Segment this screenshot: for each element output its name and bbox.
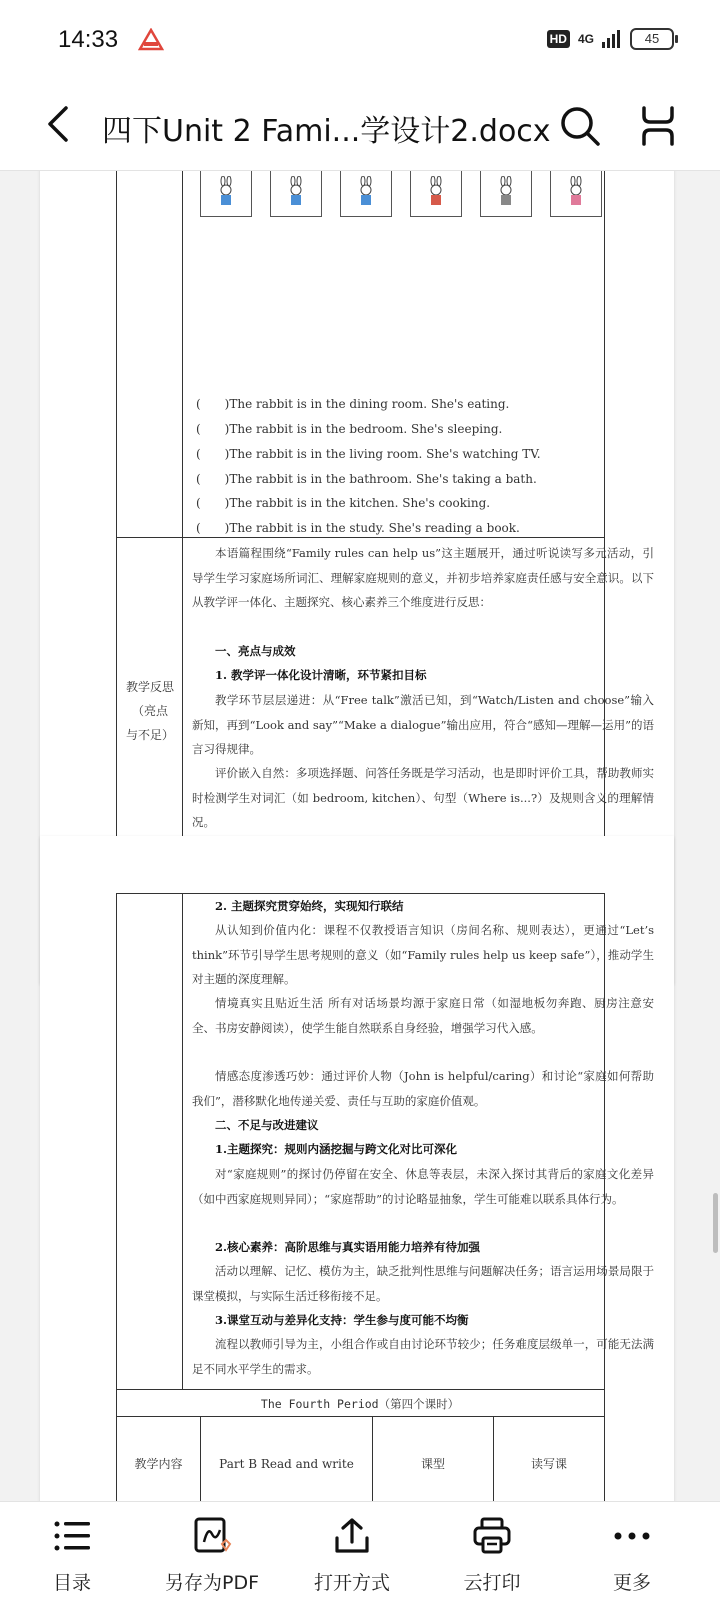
signal-icon	[602, 30, 622, 48]
section-heading: 一、亮点与成效	[215, 644, 296, 658]
save-as-pdf-button[interactable]	[152, 1502, 272, 1605]
search-icon[interactable]	[558, 104, 602, 148]
status-time: 14:33	[58, 26, 119, 53]
pdf-icon	[192, 1516, 232, 1556]
document-page	[40, 836, 674, 1501]
rabbit-study-picture	[550, 171, 602, 217]
paragraph: 对“家庭规则”的探讨仍停留在安全、休息等表层，未深入探讨其背后的家庭文化差异（如中西家庭规则异同）；“家庭帮助”的讨论略显抽象，学生可能难以联系具体行为。	[192, 1167, 654, 1206]
cloud-print-button[interactable]	[432, 1502, 552, 1605]
rabbit-living-room-picture	[340, 171, 392, 217]
hd-badge: HD	[547, 30, 570, 48]
document-title: 四下Unit 2 Fami...学设计2.docx	[102, 114, 551, 149]
row-value: Part B Read and write	[219, 1457, 354, 1471]
choice-item: ( )The rabbit is in the kitchen. She's cooking.	[196, 496, 491, 510]
choice-item: ( )The rabbit is in the dining room. She's eating.	[196, 397, 510, 411]
subsection-heading: 2.核心素养：高阶思维与真实语用能力培养有待加强	[215, 1240, 481, 1254]
choice-item: ( )The rabbit is in the study. She's reading a book.	[196, 521, 520, 535]
table-border	[182, 171, 183, 881]
choice-item: ( )The rabbit is in the living room. She's watching TV.	[196, 447, 541, 461]
rabbit-kitchen-picture	[480, 171, 532, 217]
printer-icon	[472, 1516, 512, 1556]
paragraph: 活动以理解、记忆、模仿为主，缺乏批判性思维与问题解决任务；语言运用场景局限于课堂模拟，与实际生活迁移衔接不足。	[192, 1264, 654, 1303]
choice-item: ( )The rabbit is in the bathroom. She's taking a bath.	[196, 472, 537, 486]
toolbar-label: 更多	[612, 1572, 651, 1594]
reflection-intro: 本语篇程围绕“Family rules can help us”这主题展开，通过听说读写多元活动，引导学生学习家庭场所词汇、理解家庭规则的意义，并初步培养家庭责任感与安全意识。以下从教学评一体化、主题探究、核心素养三个维度进行反思：	[192, 546, 654, 609]
chevron-left-icon[interactable]	[40, 104, 80, 144]
toolbar-label: 打开方式	[313, 1572, 390, 1594]
paragraph: 教学环节层层递进：从“Free talk”激活已知，到“Watch/Listen and choose”输入新知，再到“Look and say”“Make a dialogue”输出应用，符合“感知—理解—运用”的语言习得规律。	[192, 693, 654, 756]
status-indicators	[547, 28, 674, 50]
reflection-label-title: 教学反思	[125, 680, 174, 694]
subsection-heading: 1.主题探究：规则内涵挖掘与跨文化对比可深化	[215, 1142, 458, 1156]
toc-button[interactable]	[12, 1502, 132, 1605]
reflection-label	[118, 675, 182, 747]
more-button[interactable]	[572, 1502, 692, 1605]
toolbar-label: 云打印	[463, 1572, 521, 1594]
toolbar-label: 目录	[52, 1572, 91, 1594]
rabbit-bedroom-picture	[270, 171, 322, 217]
reflection-label-sub: （亮点	[131, 704, 168, 718]
subsection-heading: 2. 主题探究贯穿始终，实现知行联结	[215, 899, 404, 913]
paragraph: 评价嵌入自然：多项选择题、问答任务既是学习活动，也是即时评价工具，帮助教师实时检测学生对词汇（如 bedroom, kitchen）、句型（Where is...?）及规则含义的理解情况。	[192, 766, 654, 829]
list-icon	[52, 1516, 92, 1556]
paragraph: 从认知到价值内化：课程不仅教授语言知识（房间名称、规则表达），更通过“Let’s think”环节引导学生思考规则的意义（如“Family rules help us keep safe”），推动学生对主题的深度理解。	[192, 923, 654, 986]
rabbit-dining-picture	[200, 171, 252, 217]
share-icon	[332, 1516, 372, 1556]
row-label: 课型	[420, 1457, 445, 1471]
battery-indicator: 45	[630, 28, 674, 50]
table-border	[116, 171, 117, 881]
paragraph: 流程以教师引导为主，小组合作或自由讨论环节较少；任务难度层级单一，可能无法满足不同水平学生的需求。	[192, 1337, 654, 1376]
section-heading: 二、不足与改进建议	[215, 1118, 319, 1132]
row-value: 读写课	[530, 1457, 567, 1471]
subsection-heading: 3.课堂互动与差异化支持：学生参与度可能不均衡	[215, 1313, 469, 1327]
subsection-heading: 1. 教学评一体化设计清晰，环节紧扣目标	[215, 668, 427, 682]
scrollbar-thumb[interactable]	[713, 1193, 718, 1253]
warning-triangle-icon	[138, 28, 164, 52]
bottom-toolbar	[0, 1501, 720, 1605]
rabbit-picture-row	[200, 171, 602, 217]
choice-item: ( )The rabbit is in the bedroom. She's sleeping.	[196, 422, 503, 436]
document-viewer[interactable]	[0, 171, 720, 1501]
reflection-label-sub: 与不足）	[125, 728, 174, 742]
table-border	[182, 893, 183, 1389]
expand-icon[interactable]	[638, 104, 678, 148]
table-border	[116, 537, 605, 538]
status-bar	[0, 0, 720, 80]
toolbar-label: 另存为PDF	[164, 1572, 260, 1594]
title-bar	[0, 80, 720, 171]
rabbit-bathroom-picture	[410, 171, 462, 217]
row-label: 教学内容	[134, 1457, 183, 1471]
paragraph: 情境真实且贴近生活 所有对话场景均源于家庭日常（如湿地板勿奔跑、厨房注意安全、书房安静阅读），使学生能自然联系自身经验，增强学习代入感。	[192, 996, 654, 1035]
open-with-button[interactable]	[292, 1502, 412, 1605]
paragraph: 情感态度渗透巧妙：通过评价人物（John is helpful/caring）和讨论“家庭如何帮助我们”，潜移默化地传递关爱、责任与互助的家庭价值观。	[192, 1069, 654, 1108]
table-border	[116, 1389, 605, 1390]
more-dots-icon	[612, 1516, 652, 1556]
period-title: The Fourth Period（第四个课时）	[260, 1397, 460, 1411]
network-type: 4G	[577, 32, 594, 46]
table-border	[116, 1416, 605, 1417]
